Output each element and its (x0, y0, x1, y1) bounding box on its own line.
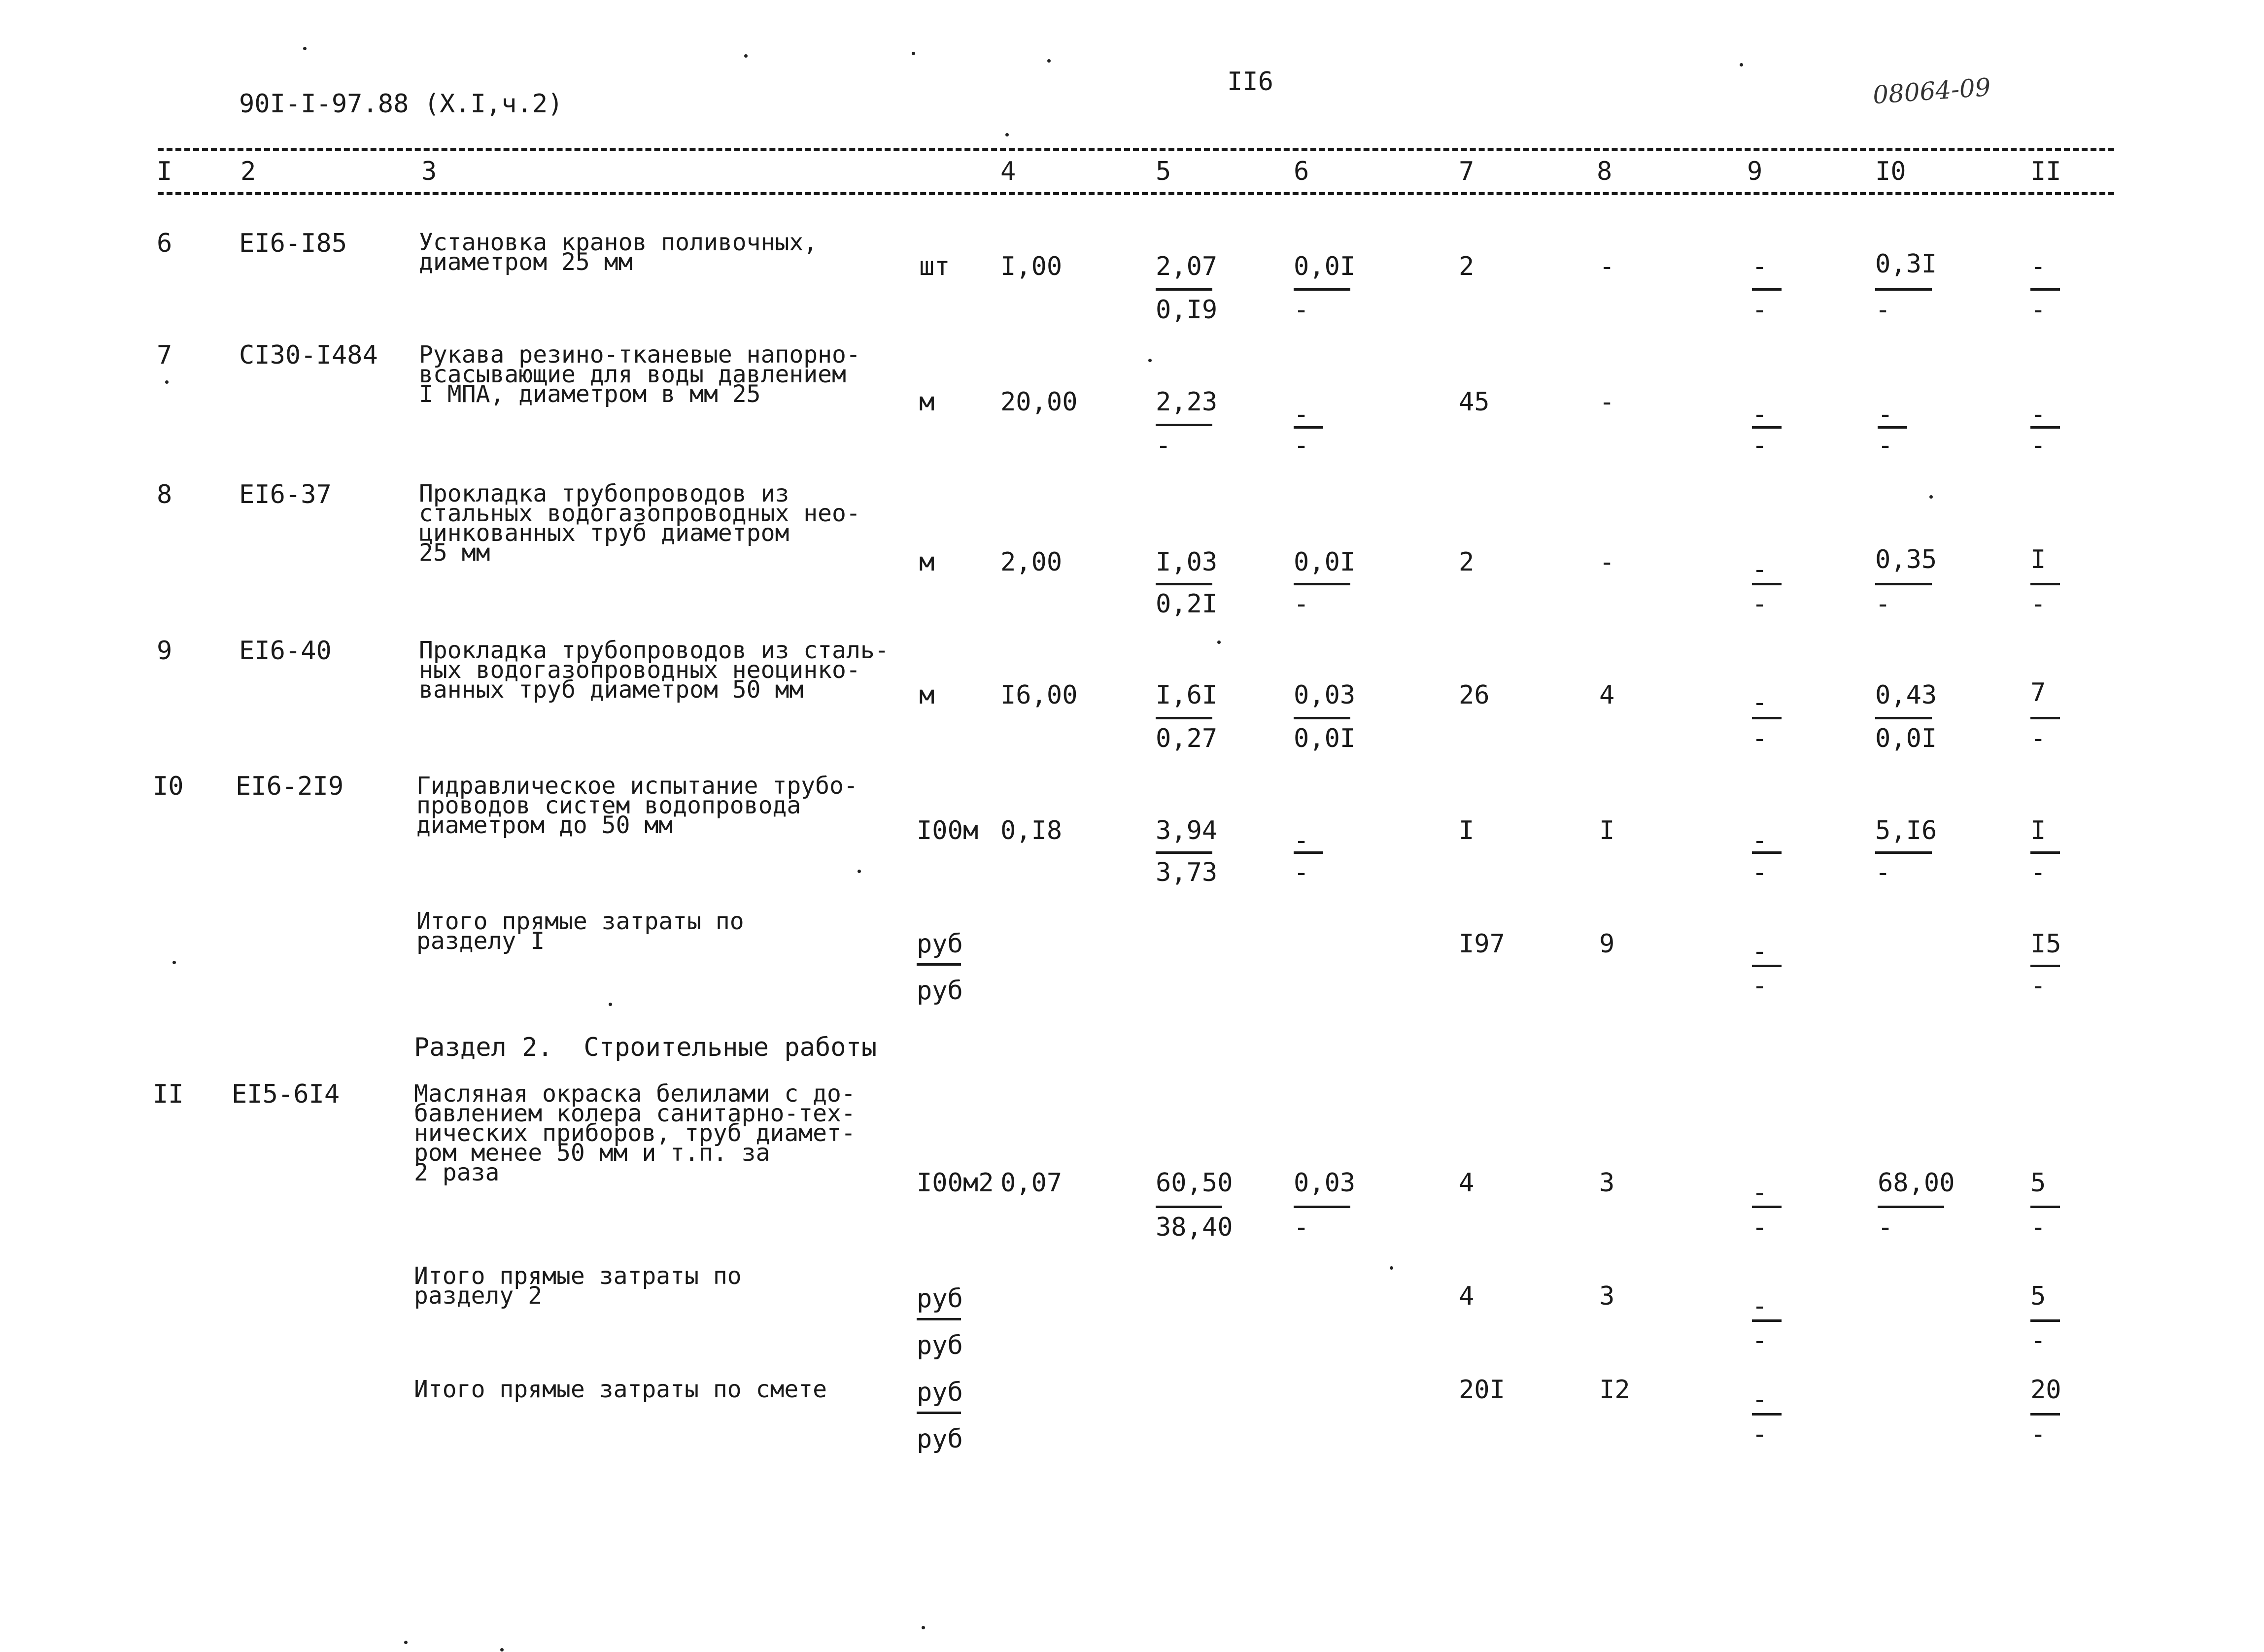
col5-bottom: 3,73 (1156, 858, 1218, 887)
column-header-5: 5 (1156, 157, 1171, 186)
row-number: 9 (157, 636, 172, 666)
col5-top: 2,07 (1156, 252, 1218, 281)
col5-bottom: 0,27 (1156, 724, 1218, 753)
fraction-line (1752, 288, 1782, 291)
col5-bottom: - (1156, 431, 1171, 460)
scan-speck (1217, 641, 1221, 644)
col8-value: - (1599, 252, 1615, 281)
col6-bottom: - (1294, 858, 1309, 887)
col9-bottom: - (1752, 431, 1768, 460)
col5-top: I,6I (1156, 680, 1218, 710)
col6-top: 0,03 (1294, 680, 1356, 710)
column-header-2: 2 (240, 157, 256, 186)
col10-bottom: 0,0I (1875, 724, 1937, 753)
row-code: EI6-37 (239, 480, 332, 509)
fraction-line (1294, 1206, 1350, 1208)
col7-value: 4 (1459, 1168, 1475, 1198)
col5-bottom: 0,I9 (1156, 295, 1218, 325)
col5-top: 60,50 (1156, 1168, 1233, 1198)
col7-value: 45 (1459, 387, 1490, 417)
row-code: CI30-I484 (239, 340, 378, 370)
col8-value: 3 (1599, 1281, 1615, 1311)
col11-bottom: - (2030, 1213, 2046, 1242)
row-description: Рукава резино-тканевые напорно- всасывающие для воды давлением I МПА, диаметром в мм 25 (419, 341, 860, 408)
fraction-line (1875, 851, 1932, 854)
fraction-line (2030, 851, 2060, 854)
subtotal-label: Итого прямые затраты по разделу I (416, 908, 744, 955)
column-header-4: 4 (1000, 157, 1016, 186)
col8-value: I2 (1599, 1375, 1630, 1405)
col9-top: - (1752, 252, 1768, 281)
row-code: EI5-6I4 (232, 1079, 340, 1109)
col11-bottom: - (2030, 858, 2046, 887)
fraction-line (2030, 965, 2060, 967)
unit-bottom: руб (917, 1331, 963, 1360)
scan-speck (1005, 133, 1009, 136)
col7-value: I (1459, 816, 1475, 845)
col11-bottom: - (2030, 971, 2046, 1001)
col6-top: - (1294, 826, 1309, 855)
fraction-line (1156, 424, 1212, 426)
fraction-line (1156, 851, 1212, 854)
col11-top: - (2030, 400, 2046, 429)
col6-bottom: - (1294, 1213, 1309, 1242)
row-code: EI6-I85 (239, 229, 347, 258)
col9-top: - (1752, 688, 1768, 717)
scan-speck (404, 1641, 408, 1644)
section-title: Раздел 2. Строительные работы (414, 1033, 877, 1062)
col9-top: - (1752, 826, 1768, 855)
col5-top: 2,23 (1156, 387, 1218, 417)
column-header-3: 3 (421, 157, 437, 186)
column-header-11: II (2030, 157, 2061, 186)
row-unit: м (919, 680, 935, 710)
col10-bottom: - (1875, 295, 1891, 325)
fraction-line (1294, 288, 1350, 291)
col8-value: - (1599, 547, 1615, 577)
col11-bottom: - (2030, 431, 2046, 460)
col11-top: I (2030, 545, 2046, 574)
col9-top: - (1752, 1178, 1768, 1208)
column-header-7: 7 (1459, 157, 1475, 186)
unit-top: руб (917, 1378, 963, 1407)
fraction-line (1294, 851, 1323, 854)
fraction-line (1752, 965, 1782, 967)
row-number: 7 (157, 340, 172, 370)
row-number: 6 (157, 229, 172, 258)
col6-top: - (1294, 400, 1309, 429)
row-unit: I00м2 (917, 1168, 994, 1198)
col9-bottom: - (1752, 589, 1768, 619)
col5-top: I,03 (1156, 547, 1218, 577)
fraction-line (2030, 426, 2060, 429)
col5-bottom: 38,40 (1156, 1213, 1233, 1242)
header-rule-bottom (158, 192, 2114, 195)
col10-bottom: - (1875, 589, 1891, 619)
col8-value: 3 (1599, 1168, 1615, 1198)
subtotal-label: Итого прямые затраты по разделу 2 (414, 1262, 742, 1310)
scan-speck (609, 1003, 612, 1006)
total-label: Итого прямые затраты по смете (414, 1376, 827, 1403)
column-header-6: 6 (1294, 157, 1309, 186)
fraction-line (917, 1318, 961, 1320)
col9-bottom: - (1752, 971, 1768, 1001)
row-number: 8 (157, 480, 172, 509)
fraction-line (2030, 288, 2060, 291)
col10-bottom: - (1878, 1213, 1893, 1242)
fraction-line (1294, 426, 1323, 429)
fraction-line (1878, 426, 1907, 429)
column-header-10: I0 (1875, 157, 1906, 186)
col10-top: 0,43 (1875, 680, 1937, 710)
scan-speck (1047, 59, 1051, 63)
row-quantity: 0,07 (1000, 1168, 1063, 1198)
col10-top: 0,35 (1875, 545, 1937, 574)
fraction-line (1752, 1319, 1782, 1322)
fraction-line (1875, 717, 1932, 719)
fraction-line (1156, 1206, 1222, 1208)
fraction-line (2030, 583, 2060, 585)
row-description: Прокладка трубопроводов из сталь- ных водогазопроводных неоцинко- ванных труб диаметром 50 мм (419, 637, 889, 704)
fraction-line (2030, 1413, 2060, 1416)
col7-value: 4 (1459, 1281, 1475, 1311)
scan-speck (1390, 1266, 1393, 1270)
fraction-line (1875, 288, 1932, 291)
col11-bottom: - (2030, 1419, 2046, 1449)
unit-bottom: руб (917, 976, 963, 1006)
column-header-1: I (157, 157, 172, 186)
col9-bottom: - (1752, 724, 1768, 753)
col9-top: - (1752, 937, 1768, 966)
col6-top: 0,03 (1294, 1168, 1356, 1198)
scan-speck (922, 1626, 925, 1629)
col11-top: I (2030, 816, 2046, 845)
col10-bottom: - (1875, 858, 1891, 887)
scan-speck (165, 380, 169, 384)
fraction-line (1752, 1413, 1782, 1416)
col6-top: 0,0I (1294, 252, 1356, 281)
scan-speck (744, 54, 748, 58)
fraction-line (917, 1412, 961, 1414)
fraction-line (1156, 288, 1212, 291)
row-description: Установка кранов поливочных, диаметром 25 мм (419, 229, 818, 276)
row-code: EI6-40 (239, 636, 332, 666)
scan-speck (500, 1648, 504, 1652)
fraction-line (1752, 583, 1782, 585)
column-header-9: 9 (1747, 157, 1763, 186)
col8-value: - (1599, 387, 1615, 417)
col10-top: 68,00 (1878, 1168, 1955, 1198)
scan-speck (172, 961, 176, 964)
row-quantity: 20,00 (1000, 387, 1078, 417)
col11-bottom: - (2030, 295, 2046, 325)
unit-top: руб (917, 929, 963, 959)
row-code: EI6-2I9 (236, 772, 344, 801)
scan-speck (1929, 495, 1933, 499)
unit-top: руб (917, 1284, 963, 1314)
fraction-line (1878, 1206, 1944, 1208)
fraction-line (1294, 583, 1350, 585)
fraction-line (1875, 583, 1932, 585)
row-unit: I00м (917, 816, 979, 845)
col6-bottom: - (1294, 295, 1309, 325)
col11-top: - (2030, 252, 2046, 281)
scan-speck (303, 47, 307, 50)
col8-value: 9 (1599, 929, 1615, 959)
col7-value: 2 (1459, 547, 1475, 577)
row-quantity: I6,00 (1000, 680, 1078, 710)
col6-bottom: - (1294, 431, 1309, 460)
scan-speck (1148, 359, 1152, 362)
row-unit: шт (919, 252, 950, 281)
col9-bottom: - (1752, 295, 1768, 325)
col11-top: 5 (2030, 1168, 2046, 1198)
col11-top: 20 (2030, 1375, 2061, 1405)
column-header-8: 8 (1597, 157, 1612, 186)
fraction-line (1294, 717, 1350, 719)
col6-bottom: 0,0I (1294, 724, 1356, 753)
col9-bottom: - (1752, 1213, 1768, 1242)
col7-value: 26 (1459, 680, 1490, 710)
col7-value: I97 (1459, 929, 1505, 959)
col10-top: 5,I6 (1875, 816, 1937, 845)
row-number: II (153, 1079, 184, 1109)
fraction-line (1752, 717, 1782, 719)
col8-value: 4 (1599, 680, 1615, 710)
row-quantity: I,00 (1000, 252, 1063, 281)
col11-top: 5 (2030, 1281, 2046, 1311)
row-number: I0 (153, 772, 184, 801)
col11-bottom: - (2030, 1326, 2046, 1355)
col10-top: 0,3I (1875, 249, 1937, 279)
col10-top: - (1878, 400, 1893, 429)
col9-top: - (1752, 555, 1768, 584)
row-unit: м (919, 387, 935, 417)
col9-top: - (1752, 400, 1768, 429)
fraction-line (1156, 583, 1212, 585)
fraction-line (917, 963, 961, 966)
scan-speck (912, 52, 915, 55)
row-description: Масляная окраска белилами с до- бавлением колера санитарно-тех- нических приборов, труб диамет- ром менее 50 мм и т.п. за 2 раза (414, 1080, 856, 1186)
row-quantity: 2,00 (1000, 547, 1063, 577)
col5-bottom: 0,2I (1156, 589, 1218, 619)
fraction-line (1156, 717, 1212, 719)
col5-top: 3,94 (1156, 816, 1218, 845)
col9-bottom: - (1752, 1419, 1768, 1449)
fraction-line (1752, 851, 1782, 854)
col9-bottom: - (1752, 1326, 1768, 1355)
col8-value: I (1599, 816, 1615, 845)
handwritten-stamp: 08064-09 (1872, 72, 1992, 110)
col11-top: I5 (2030, 929, 2061, 959)
row-quantity: 0,I8 (1000, 816, 1063, 845)
col6-top: 0,0I (1294, 547, 1356, 577)
col11-top: 7 (2030, 678, 2046, 708)
col9-bottom: - (1752, 858, 1768, 887)
col7-value: 2 (1459, 252, 1475, 281)
fraction-line (2030, 1319, 2060, 1322)
fraction-line (1752, 1206, 1782, 1208)
fraction-line (2030, 717, 2060, 719)
col9-top: - (1752, 1385, 1768, 1415)
scan-speck (1740, 63, 1743, 67)
row-unit: м (919, 547, 935, 577)
col9-top: - (1752, 1291, 1768, 1321)
col11-bottom: - (2030, 589, 2046, 619)
fraction-line (1752, 426, 1782, 429)
row-description: Прокладка трубопроводов из стальных водогазопроводных нео- цинкованных труб диаметром 25 мм (419, 480, 860, 567)
unit-bottom: руб (917, 1424, 963, 1454)
page-number: II6 (1227, 67, 1273, 97)
scan-speck (858, 870, 861, 873)
col10-bottom: - (1878, 431, 1893, 460)
fraction-line (2030, 1206, 2060, 1208)
row-description: Гидравлическое испытание трубо- проводов систем водопровода диаметром до 50 мм (416, 772, 858, 839)
col7-value: 20I (1459, 1375, 1505, 1405)
header-rule-top (158, 148, 2114, 151)
col6-bottom: - (1294, 589, 1309, 619)
col11-bottom: - (2030, 724, 2046, 753)
document-code: 90I-I-97.88 (X.I,ч.2) (239, 89, 563, 119)
